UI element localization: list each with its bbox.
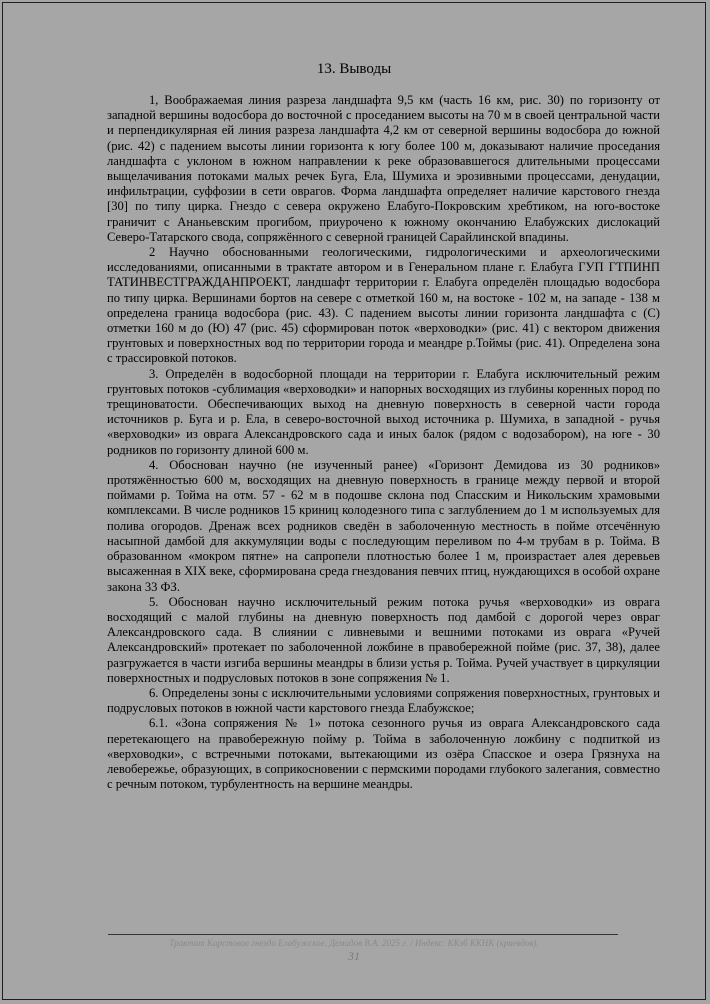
footer-divider <box>108 934 618 935</box>
body-text <box>107 93 660 792</box>
section-title: 13. Выводы <box>316 61 392 77</box>
paragraph-2: 2 Научно обоснованными геологическими, гидрологическими и археологическими исследованиями, описанными в трактате автором и в Генеральном плане г. Елабуга ГУП ГТПИНП ТАТИНВЕСТГРАЖДАНПРОЕКТ, ландшафт территории г. Елабуга определён площадью водосбора по типу цирка. Вершинами бортов на севере с отметкой 160 м, на востоке - 102 м, на западе - 138 м определена граница водосбора (рис. 43). С падением высоты линии горизонта ландшафта с (С) отметки 160 м до (Ю) 47 (рис. 45) сформирован поток «верховодки» (рис. 41) с вектором движения грунтовых и поверхностных вод по территории города и меандре р.Тоймы (рис. 41). Определена зона с трассировкой потоков. <box>107 245 660 366</box>
paragraph-6: 6. Определены зоны с исключительными условиями сопряжения поверхностных, грунтовых и подрусловых потоков в южной части карстового гнезда Елабужское; <box>107 685 660 716</box>
paragraph-5: 5. Обоснован научно исключительный режим потока ручья «верховодки» из оврага восходящий с малой глубины на дневную поверхность под дамбой с дорогой через овраг Александровского сада. В слиянии с ливневыми и вешними потоками из оврага «Ручей Александровский» протекает по заболоченной ложбине в правобережной пойме (рис. 37, 38), далее разгружается в части изгиба вершины меандры в близи устья р. Тойма. Ручей участвует в циркуляции поверхностных и подрусловых потоков в зоне сопряжения № 1. <box>107 594 660 685</box>
paragraph-3: 3. Определён в водосборной площади на территории г. Елабуга исключительный режим грунтовых потоков -сублимация «верховодки» и напорных восходящих из глубины коренных пород по трещиноватости. Обеспечивающих выход на дневную поверхность в северной части города источников р. Буга и р. Ела, в северо-восточной выход источника р. Шумиха, в западной - ручья «верховодки» из оврага Александровского сада и иных балок (рядом с водозабором), на юге - 30 родников по горизонту длиной 600 м. <box>107 366 660 457</box>
paragraph-1: 1, Воображаемая линия разреза ландшафта 9,5 км (часть 16 км, рис. 30) по горизонту от западной вершины водосбора до восточной с проседанием высоты на 70 м в своей центральной части и перпендикулярная ей линия разреза ландшафта 4,2 км от северной вершины водосбора до южной (рис. 42) с падением высоты линии горизонта к югу более 100 м, доказывают наличие проседания ландшафта с уклоном в южном направлении к реке образовавшегося длительными процессами выщелачивания потоками малых речек Буга, Ела, Шумиха и эрозивными процессами, денудации, инфильтрации, суффозии в сети оврагов. Форма ландшафта определяет наличие карстового гнезда [30] по типу цирка. Гнездо с севера окружено Елабуго-Покровским хребтиком, на юго-востоке граничит с Ананьевским прогибом, приурочено к южному окончанию Елабужских дислокаций Северо-Татарского свода, сопряжённого с северной границей Сарайлинской впадины. <box>107 93 660 244</box>
paragraph-4: 4. Обоснован научно (не изученный ранее) «Горизонт Демидова из 30 родников» протяжённостью 600 м, восходящих на дневную поверхность в границе между первой и второй поймами р. Тойма на отм. 57 - 62 м в подошве склона под Спасским и Никольским храмовыми комплексами. В числе родников 15 криниц колодезного типа с заглублением до 1 м используемых для полива огородов. Дренаж всех родников сведён в заболоченную местность в пойме отсечённую насыпной дамбой для аккумуляции воды с последующим переливом по 4-м трубам в р. Тойма. В образованном «мокром пятне» на сапропели плотностью более 1 м, произрастает алея деревьев высаженная в XIX веке, сформирована среда гнездования певчих птиц, нуждающихся в особой охране закона 33 ФЗ. <box>107 457 660 594</box>
paragraph-6-1: 6.1. «Зона сопряжения № 1» потока сезонного ручья из оврага Александровского сада перетекающего на правобережную пойму р. Тойма в заболоченную ложбину с подпиткой из «верховодки», с встречными потоками, вытекающими из озёра Спасское и озера Грязнуха на левобережье, образующих, в соприкосновении с пермскими породами глубокого залегания, совместно с речным потоком, турбулентность на вершине меандры. <box>107 716 660 792</box>
document-page <box>2 2 706 1000</box>
page-number: 31 <box>348 949 360 963</box>
footer-citation: Трактат Карстовое гнездо Елабужское. Демидов В.А. 2025 г. / Индекс: ККзб ККНК (криевдов). <box>169 938 539 948</box>
